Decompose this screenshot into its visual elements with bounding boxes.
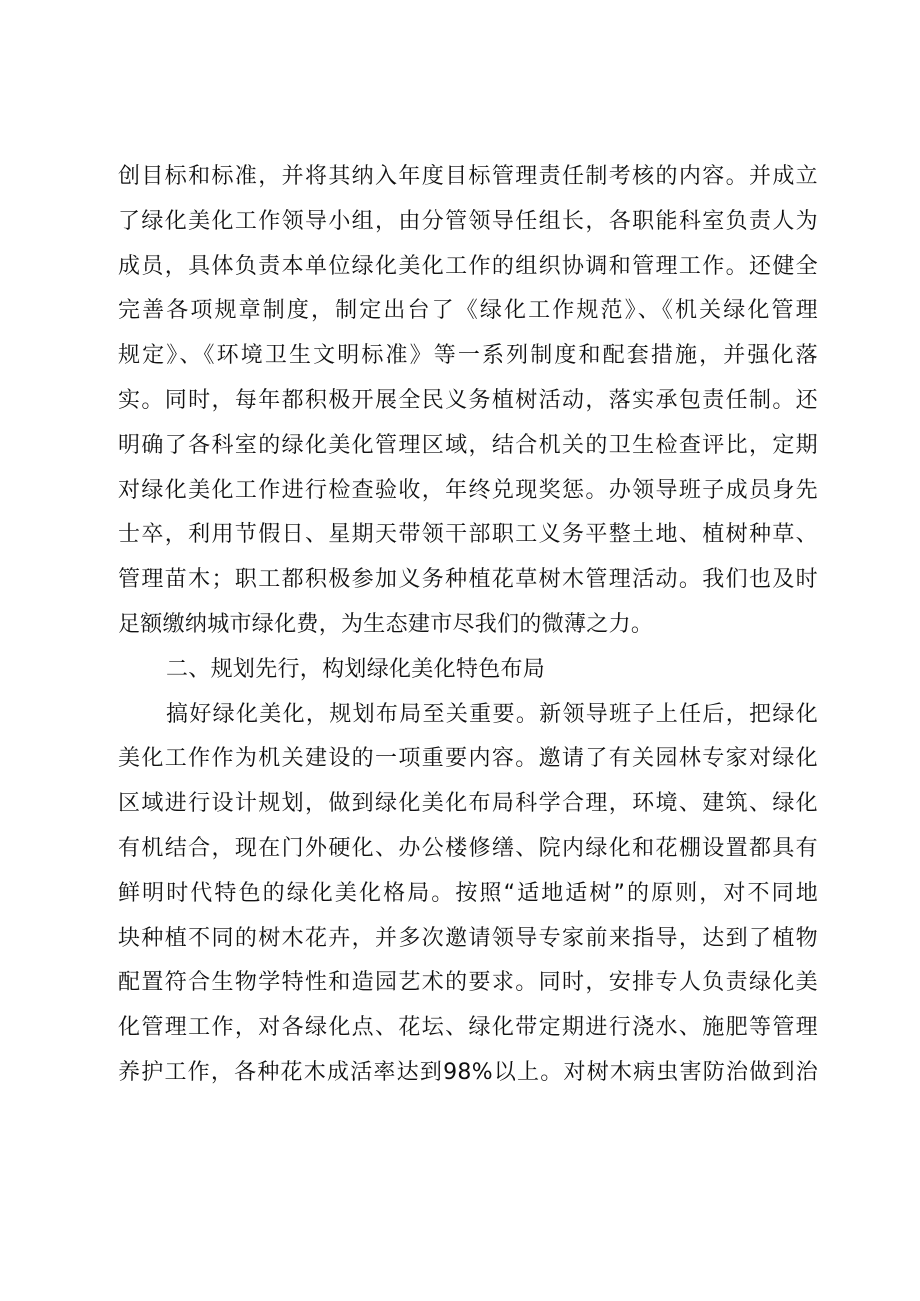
text-line: 了绿化美化工作领导小组，由分管领导任组长，各职能科室负责人为 <box>118 208 818 234</box>
text-line: 化管理工作，对各绿化点、花坛、绿化带定期进行浇水、施肥等管理 <box>118 1015 818 1041</box>
text-line: 管理苗木；职工都积极参加义务种植花草树木管理活动。我们也及时 <box>118 567 818 593</box>
text-line: 实。同时，每年都积极开展全民义务植树活动，落实承包责任制。还 <box>118 387 818 413</box>
text-line: 养护工作，各种花木成活率达到98%以上。对树木病虫害防治做到治 <box>118 1059 818 1085</box>
text-line: 对绿化美化工作进行检查验收，年终兑现奖惩。办领导班子成员身先 <box>118 477 818 503</box>
text-line: 创目标和标准，并将其纳入年度目标管理责任制考核的内容。并成立 <box>118 164 818 189</box>
text-line: 完善各项规章制度，制定出台了《绿化工作规范》、《机关绿化管理 <box>118 298 818 324</box>
body-text <box>118 155 818 1096</box>
text-line: 士卒，利用节假日、星期天带领干部职工义务平整土地、植树种草、 <box>118 522 818 548</box>
text-line: 明确了各科室的绿化美化管理区域，结合机关的卫生检查评比，定期 <box>118 432 818 458</box>
text-line: 搞好绿化美化，规划布局至关重要。新领导班子上任后，把绿化 <box>166 701 818 727</box>
text-line: 配置符合生物学特性和造园艺术的要求。同时，安排专人负责绿化美 <box>118 970 818 996</box>
section-heading: 二、规划先行，构划绿化美化特色布局 <box>166 656 546 682</box>
text-line: 区域进行设计规划，做到绿化美化布局科学合理，环境、建筑、绿化 <box>118 791 818 817</box>
text-line: 足额缴纳城市绿化费，为生态建市尽我们的微薄之力。 <box>118 611 654 637</box>
text-line: 成员，具体负责本单位绿化美化工作的组织协调和管理工作。还健全 <box>118 253 818 279</box>
text-line: 规定》、《环境卫生文明标准》等一系列制度和配套措施，并强化落 <box>118 343 818 369</box>
text-line: 美化工作作为机关建设的一项重要内容。邀请了有关园林专家对绿化 <box>118 746 818 772</box>
text-line: 鲜明时代特色的绿化美化格局。按照“适地适树”的原则，对不同地 <box>118 880 818 906</box>
text-line: 块种植不同的树木花卉，并多次邀请领导专家前来指导，达到了植物 <box>118 925 818 951</box>
text-line: 有机结合，现在门外硬化、办公楼修缮、院内绿化和花棚设置都具有 <box>118 835 818 861</box>
